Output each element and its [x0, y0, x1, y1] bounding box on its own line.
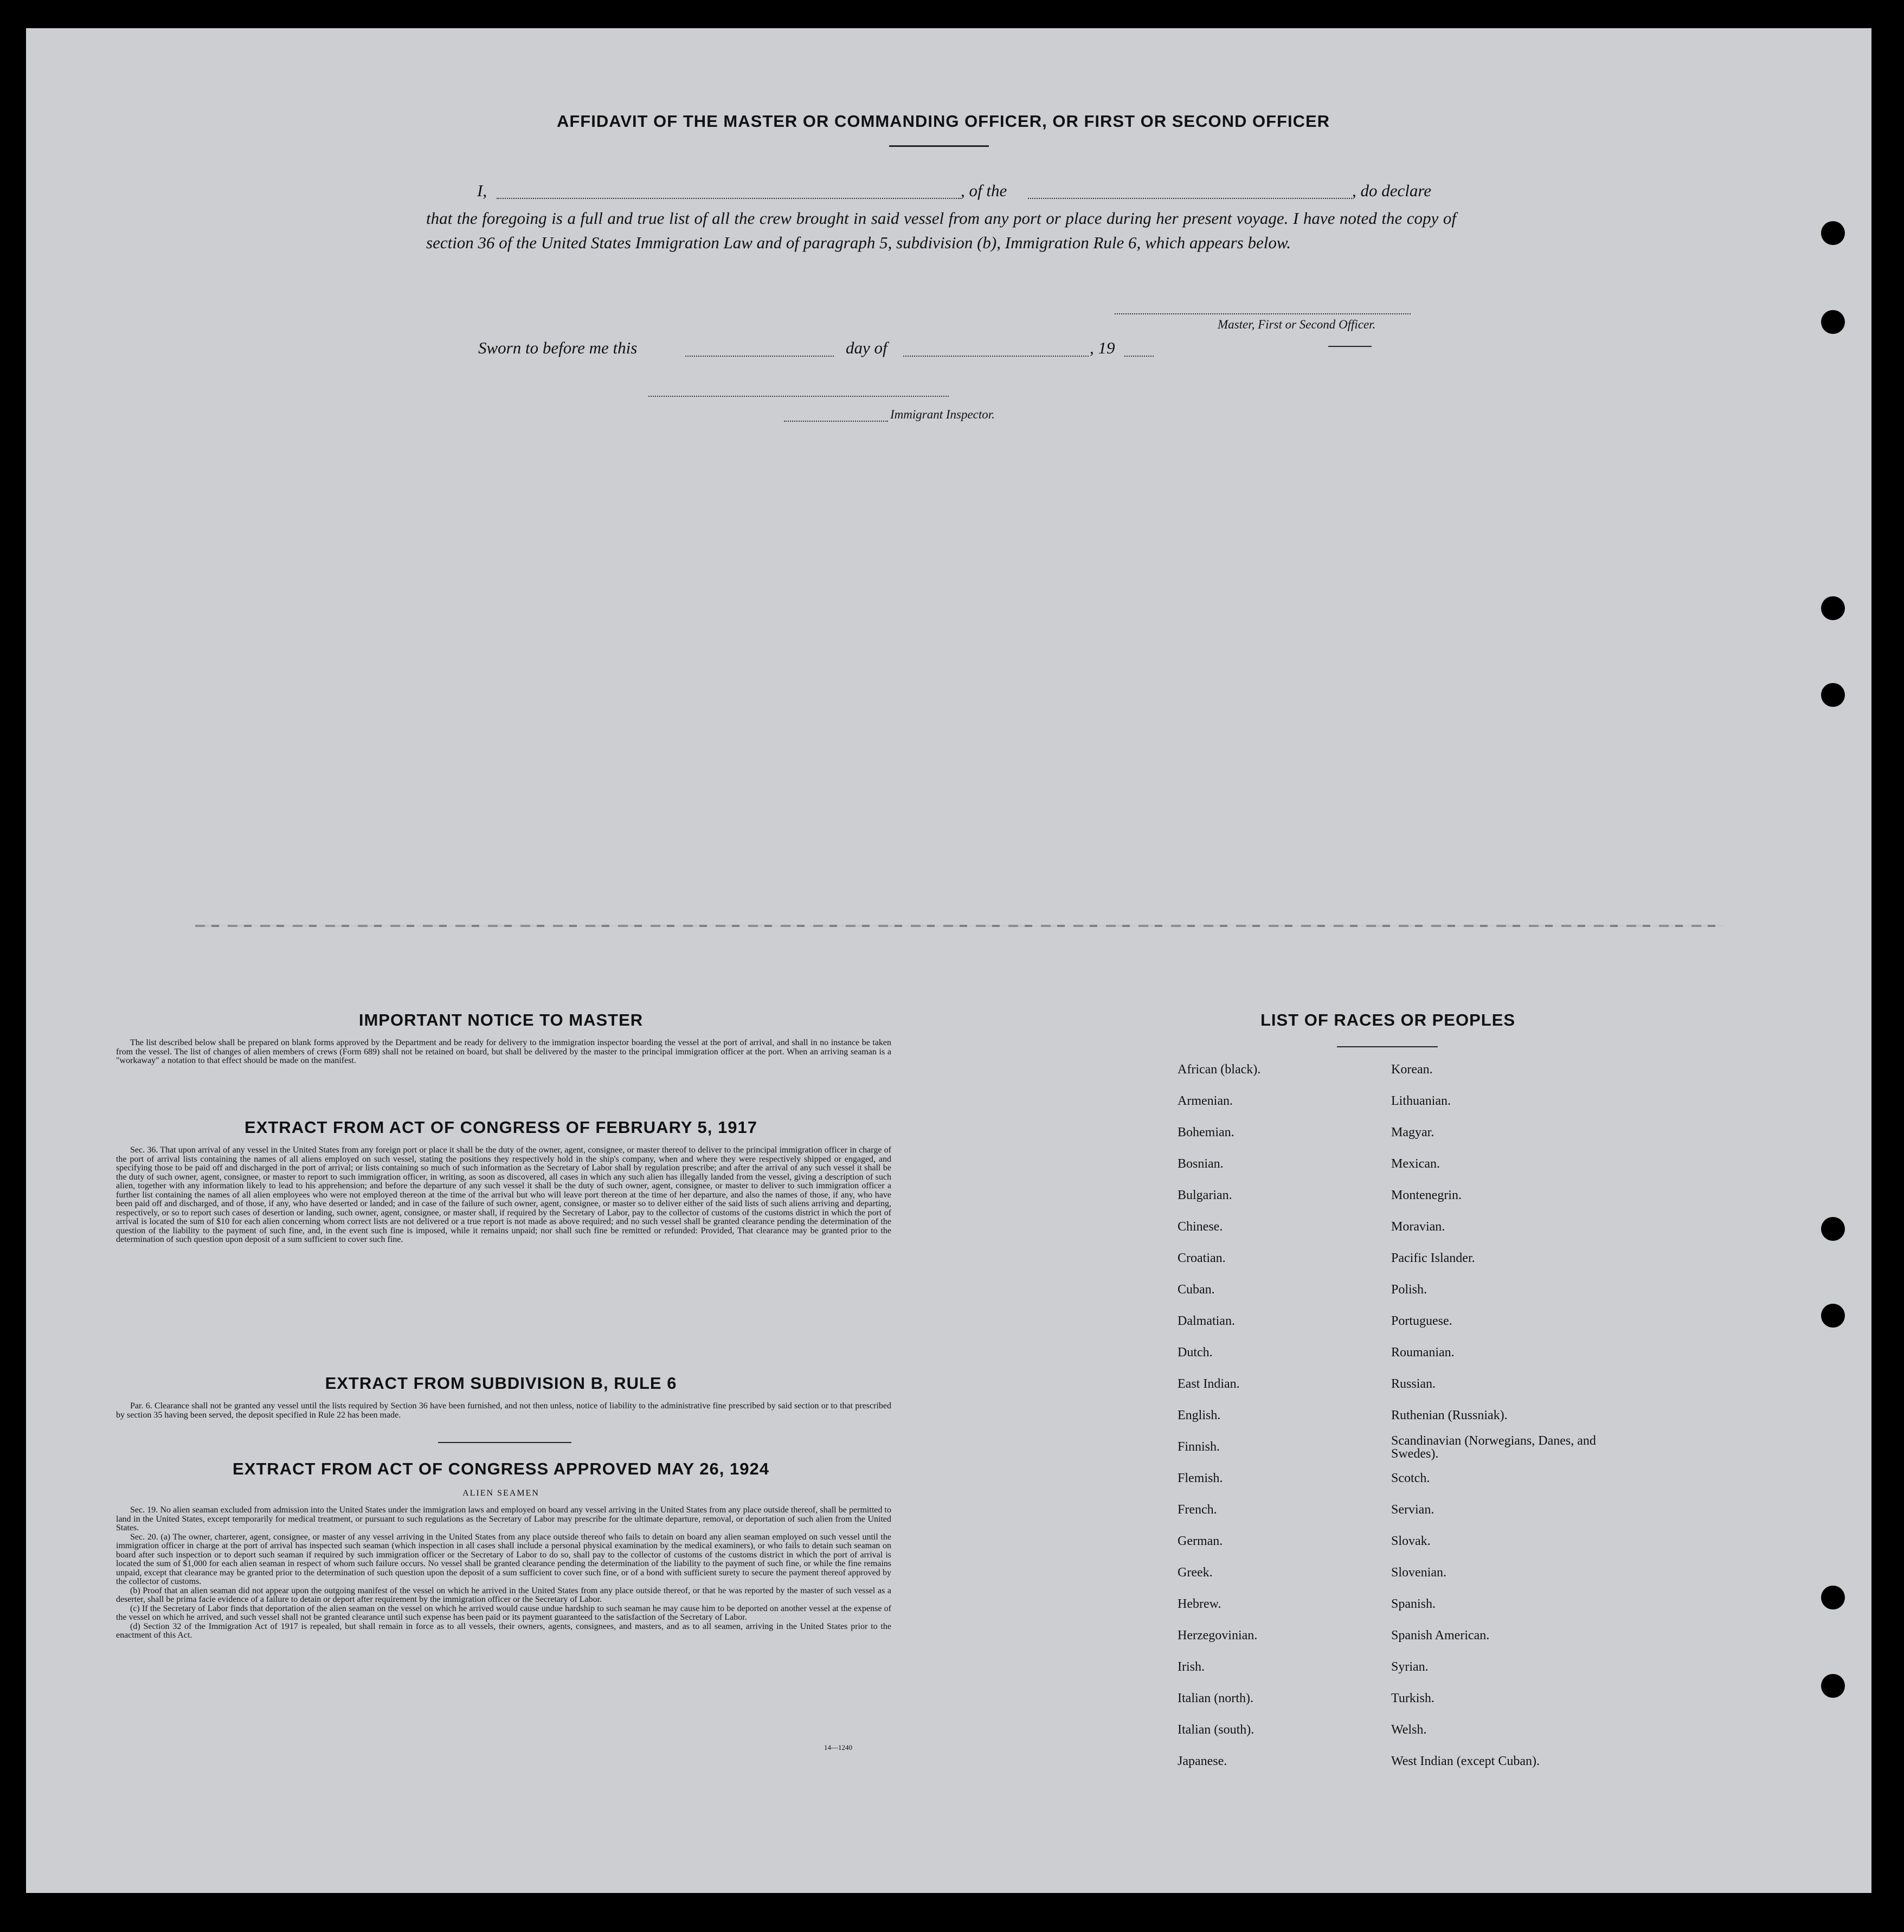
title-underline — [889, 145, 989, 147]
punch-hole — [1821, 596, 1845, 620]
extract-1924-title: EXTRACT FROM ACT OF CONGRESS APPROVED MAY 26, 1924 — [233, 1459, 769, 1478]
sworn-label: Sworn to before me this — [478, 338, 638, 357]
extract-rule6-title: EXTRACT FROM SUBDIVISION B, RULE 6 — [325, 1374, 677, 1393]
race-item: Montenegrin. — [1391, 1188, 1462, 1202]
race-item: Moravian. — [1391, 1220, 1445, 1234]
races-title: LIST OF RACES OR PEOPLES — [1260, 1010, 1516, 1029]
master-signature-label: Master, First or Second Officer. — [1218, 318, 1376, 331]
race-item: Turkish. — [1391, 1691, 1435, 1705]
punch-hole — [1821, 1217, 1845, 1241]
race-item: Italian (north). — [1178, 1691, 1253, 1705]
punch-hole — [1821, 1304, 1845, 1328]
race-item: Herzegovinian. — [1178, 1628, 1258, 1643]
form-number: 14—1240 — [824, 1743, 852, 1751]
race-item: East Indian. — [1178, 1377, 1240, 1391]
sworn-year-label: , 19 — [1090, 338, 1115, 357]
affidavit-declare-label: , do declare — [1352, 181, 1432, 200]
notice-title: IMPORTANT NOTICE TO MASTER — [358, 1010, 644, 1029]
race-item: Hebrew. — [1178, 1597, 1221, 1611]
affidavit-i-label: I, — [477, 181, 487, 200]
alien-seamen-subtitle: ALIEN SEAMEN — [462, 1489, 539, 1498]
punch-hole — [1821, 683, 1845, 707]
extract-1917-title: EXTRACT FROM ACT OF CONGRESS OF FEBRUARY 5, 1917 — [245, 1118, 757, 1137]
race-item: Spanish. — [1391, 1597, 1436, 1611]
race-item: Greek. — [1178, 1566, 1213, 1580]
race-item: Dalmatian. — [1178, 1314, 1235, 1328]
sec-20d-paragraph: (d) Section 32 of the Immigration Act of 1917 is repealed, but shall remain in force as to all vessels, their owners, agents, consignees, and masters, and as to all seamen, arriving in the United States prior to the enactment of this Act. — [116, 1621, 891, 1640]
race-item: Magyar. — [1391, 1125, 1435, 1139]
race-item: Bohemian. — [1178, 1125, 1234, 1139]
race-item: Chinese. — [1178, 1220, 1223, 1234]
race-item: Lithuanian. — [1391, 1094, 1451, 1108]
race-item: Bosnian. — [1178, 1157, 1224, 1171]
punch-hole — [1821, 1586, 1845, 1609]
race-item: Russian. — [1391, 1377, 1436, 1391]
punch-hole — [1821, 221, 1845, 245]
extract-1924-text — [116, 1506, 891, 1640]
race-item: Portuguese. — [1391, 1314, 1452, 1328]
extract-1917-text: Sec. 36. That upon arrival of any vessel in the United States from any foreign port or place it shall be the duty of the owner, agent, consignee, or master thereof to deliver to the principal immigration officer in charge of the port of arrival lists containing the names of all aliens employed on such vessel, stating the positions they respectively hold in the ship's company, when and where they were respectively shipped or engaged, and specifying those to be paid off and discharged in the port of arrival; or lists containing so much of such information as the Secretary of Labor shall by regulation prescribe; and after the arrival of any such vessel it shall be the duty of such owner, agent, consignee, or master to report to such immigration officer, in writing, as soon as discovered, all cases in which any such alien has illegally landed from the vessel, giving a description of such alien, together with any information likely to lead to his apprehension; and before the departure of any such vessel it shall be the duty of such owner, agent, consignee, or master to deliver to such immigration officer a further list containing the names of all alien employees who were not employed thereon at the time of the arrival but who will leave port thereon at the time of her departure, and also the names of those, if any, who have been paid off and discharged, and of those, if any, who have deserted or landed; and in case of the failure of such owner, agent, consignee, or master so to deliver either of the said lists of such aliens arriving and departing, respectively, or so to report such cases of desertion or landing, such owner, agent, consignee, or master shall, if required by the Secretary of Labor, pay to the collector of customs of the customs district in which the port of arrival is located the sum of $10 for each alien concerning whom correct lists are not delivered or a true report is not made as above required; and no such vessel shall be granted clearance pending the determination of the question of the liability to the payment of such fine, and, in the event such fine is imposed, while it remains unpaid; nor shall such fine be remitted or refunded: Provided, That clearance may be granted prior to the determination of such question upon deposit of a sum sufficient to cover such fine. — [116, 1145, 891, 1244]
race-item: Flemish. — [1178, 1471, 1223, 1485]
master-signature-line — [1115, 313, 1411, 314]
sec-20a-paragraph: Sec. 20. (a) The owner, charterer, agent, consignee, or master of any vessel arriving in the United States from any place outside thereof who fails to detain on board any alien seaman employed on such vessel until the immigration officer in charge at the port of arrival has inspected such seaman (which inspection in all cases shall include a personal physical examination by the medical examiners), or who fails to detain such seaman on board after such inspection or to deport such seaman if required by such immigration officer or the Secretary of Labor to do so, shall pay to the collector of customs of the customs district in which the port of arrival is located the sum of $1,000 for each alien seaman in respect of whom such failure occurs. No vessel shall be granted clearance pending the determination of the liability to the payment of such fine, or while the fine remains unpaid, except that clearance may be granted prior to the determination of such question upon the deposit of a sum sufficient to cover such fine, or of a bond with sufficient surety to secure the payment thereof approved by the collector of customs. — [116, 1532, 891, 1586]
sworn-mark — [1328, 346, 1372, 347]
inspector-short-line — [784, 421, 888, 422]
affidavit-body: that the foregoing is a full and true list of all the crew brought in said vessel from any port or place during her present voyage. I have noted the copy of section 36 of the United States Immigration Law and of paragraph 5, subdivision (b), Immigration Rule 6, which appears below. — [426, 209, 1456, 252]
race-item: Ruthenian (Russniak). — [1391, 1408, 1508, 1422]
race-item: African (black). — [1178, 1062, 1261, 1077]
race-item: Pacific Islander. — [1391, 1251, 1475, 1265]
race-item: Welsh. — [1391, 1723, 1427, 1737]
race-item: Scotch. — [1391, 1471, 1430, 1485]
page-fold — [195, 925, 1724, 927]
races-title-underline — [1337, 1046, 1438, 1047]
sworn-month-blank — [903, 356, 1089, 357]
punch-hole — [1821, 1674, 1845, 1698]
race-item: Bulgarian. — [1178, 1188, 1232, 1202]
race-item: Roumanian. — [1391, 1345, 1455, 1360]
sec-20b-paragraph: (b) Proof that an alien seaman did not appear upon the outgoing manifest of the vessel on which he arrived in the United States from any place outside thereof, or that he was reported by the master of such vessel as a deserter, shall be prima facie evidence of a failure to detain or deport after requirement by the immigration officer or the Secretary of Labor. — [116, 1586, 891, 1604]
punch-hole — [1821, 310, 1845, 334]
vessel-blank — [1028, 198, 1352, 199]
race-item: Syrian. — [1391, 1660, 1429, 1674]
race-item: Polish. — [1391, 1283, 1427, 1297]
sworn-day-blank — [685, 356, 834, 357]
race-item: Cuban. — [1178, 1283, 1215, 1297]
race-item: Italian (south). — [1178, 1723, 1255, 1737]
race-item: West Indian (except Cuban). — [1391, 1754, 1540, 1768]
race-item: Servian. — [1391, 1503, 1435, 1517]
race-item: Dutch. — [1178, 1345, 1213, 1360]
inspector-signature-line — [648, 396, 949, 397]
extract-rule6-text: Par. 6. Clearance shall not be granted any vessel until the lists required by Section 36 have been furnished, and not then unless, notice of liability to the administrative fine prescribed by said section or to that prescribed by section 35 having been served, the deposit specified in Rule 22 has been made. — [116, 1401, 891, 1420]
race-item: Korean. — [1391, 1062, 1433, 1077]
sec-20c-paragraph: (c) If the Secretary of Labor finds that deportation of the alien seaman on the vessel on which he arrived would cause undue hardship to such seaman he may cause him to be deported on another vessel at the expense of the vessel on which he arrived, and such vessel shall not be granted clearance until such expense has been paid or its payment guaranteed to the satisfaction of the Secretary of Labor. — [116, 1603, 891, 1622]
affidavit-of-the-label: , of the — [961, 181, 1007, 200]
sworn-day-of-label: day of — [846, 338, 887, 357]
inspector-label: Immigrant Inspector. — [890, 408, 995, 421]
race-item: Slovak. — [1391, 1534, 1431, 1548]
notice-text: The list described below shall be prepared on blank forms approved by the Department and be ready for delivery to the immigration inspector boarding the vessel at the port of arrival, and shall in no instance be taken from the vessel. The list of changes of alien members of crews (Form 689) shall not be retained on board, but shall be delivered by the master to the principal immigration officer at the port. When an arriving seaman is a "workaway" a notation to that effect should be made on the manifest. — [116, 1038, 891, 1065]
race-item: French. — [1178, 1503, 1217, 1517]
race-item: Scandinavian (Norwegians, Danes, and Swedes). — [1391, 1434, 1596, 1461]
sworn-year-blank — [1124, 356, 1154, 357]
race-item: English. — [1178, 1408, 1221, 1422]
sec-19-paragraph: Sec. 19. No alien seaman excluded from admission into the United States under the immigration laws and employed on board any vessel arriving in the United States from any place outside thereof, shall be permitted to land in the United States, except temporarily for medical treatment, or pursuant to such regulations as the Secretary of Labor may prescribe for the ultimate departure, removal, or deportation of such alien from the United States. — [116, 1505, 891, 1532]
race-item: Japanese. — [1178, 1754, 1227, 1768]
affidavit-title: AFFIDAVIT OF THE MASTER OR COMMANDING OFFICER, OR FIRST OR SECOND OFFICER — [556, 112, 1330, 131]
race-item: Slovenian. — [1391, 1566, 1446, 1580]
section-divider — [438, 1442, 571, 1443]
race-item: Spanish American. — [1391, 1628, 1490, 1643]
name-blank — [497, 198, 961, 199]
race-item: Irish. — [1178, 1660, 1205, 1674]
race-item: Croatian. — [1178, 1251, 1226, 1265]
race-item: Mexican. — [1391, 1157, 1440, 1171]
race-item: Finnish. — [1178, 1440, 1220, 1454]
race-item: Armenian. — [1178, 1094, 1233, 1108]
race-item: German. — [1178, 1534, 1223, 1548]
